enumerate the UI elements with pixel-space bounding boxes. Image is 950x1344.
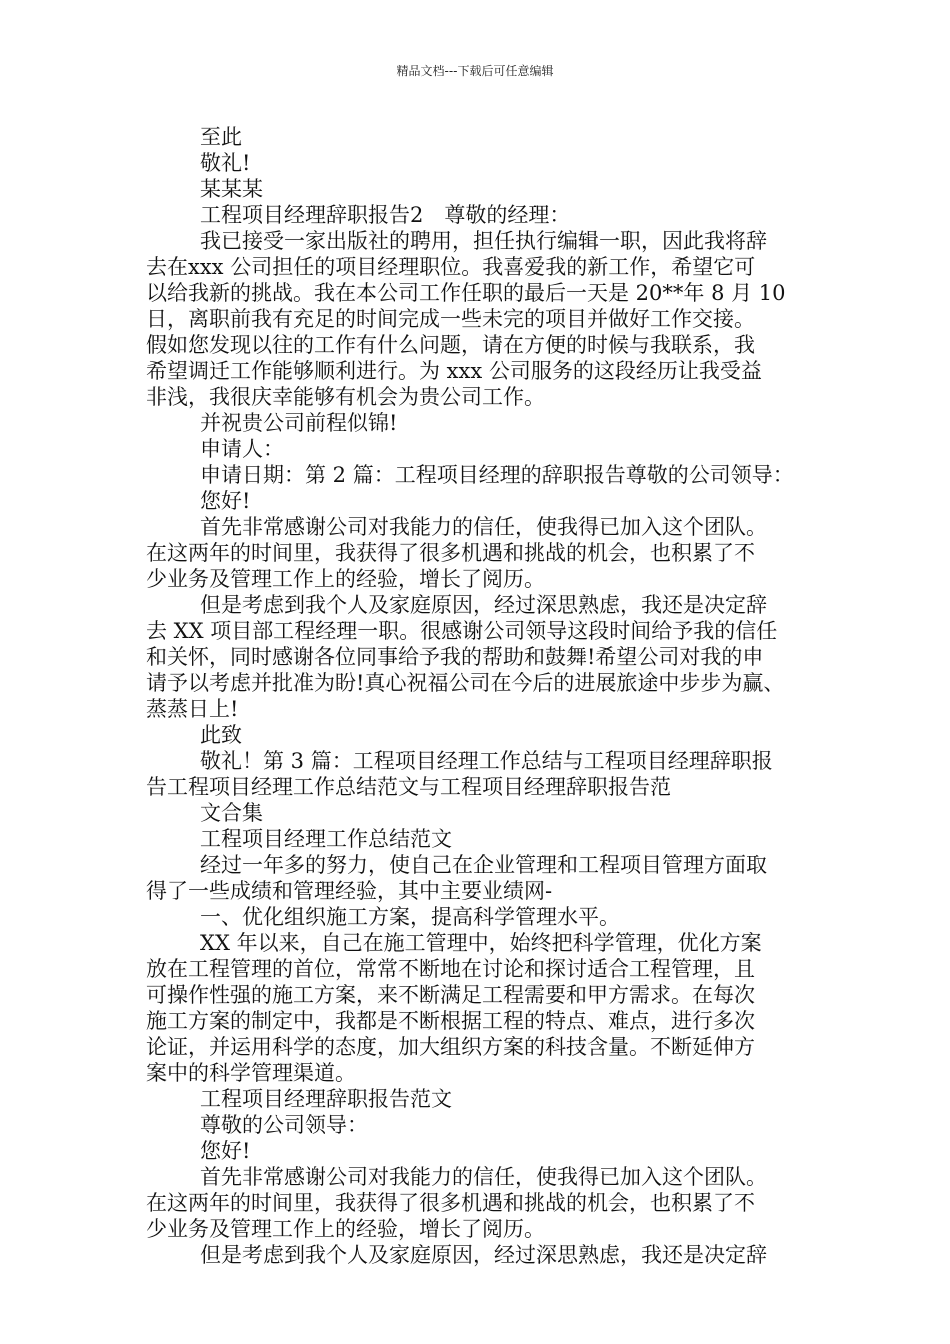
text-line: 希望调迁工作能够顺利进行。为 xxx 公司服务的这段经历让我受益 bbox=[146, 359, 762, 383]
text-line: 首先非常感谢公司对我能力的信任，使我得已加入这个团队。 bbox=[200, 1165, 767, 1189]
text-line: 文合集 bbox=[200, 801, 263, 825]
text-line: 您好! bbox=[200, 1139, 251, 1163]
text-line: 放在工程管理的首位，常常不断地在讨论和探讨适合工程管理，且 bbox=[146, 957, 755, 981]
text-line: 我已接受一家出版社的聘用，担任执行编辑一职，因此我将辞 bbox=[200, 229, 767, 253]
text-line: 申请日期：第 2 篇：工程项目经理的辞职报告尊敬的公司领导： bbox=[200, 463, 794, 487]
text-line: 案中的科学管理渠道。 bbox=[146, 1061, 356, 1085]
text-line: 某某某 bbox=[200, 177, 263, 201]
text-line: 工程项目经理辞职报告范文 bbox=[200, 1087, 452, 1111]
text-line: 您好! bbox=[200, 489, 251, 513]
text-line: 日，离职前我有充足的时间完成一些未完的项目并做好工作交接。 bbox=[146, 307, 755, 331]
text-line: 去 XX 项目部工程经理一职。很感谢公司领导这段时间给予我的信任 bbox=[146, 619, 778, 643]
text-line: 敬礼! bbox=[200, 151, 251, 175]
text-line: 少业务及管理工作上的经验，增长了阅历。 bbox=[146, 1217, 545, 1241]
text-line: 并祝贵公司前程似锦! bbox=[200, 411, 398, 435]
text-line: 蒸蒸日上! bbox=[146, 697, 239, 721]
text-line: 敬礼！第 3 篇：工程项目经理工作总结与工程项目经理辞职报 bbox=[200, 749, 773, 773]
text-line: 在这两年的时间里，我获得了很多机遇和挑战的机会，也积累了不 bbox=[146, 541, 755, 565]
text-line: 非浅，我很庆幸能够有机会为贵公司工作。 bbox=[146, 385, 545, 409]
text-line: 申请人： bbox=[200, 437, 284, 461]
text-line: 请予以考虑并批准为盼!真心祝福公司在今后的进展旅途中步步为赢、 bbox=[146, 671, 785, 695]
text-line: 可操作性强的施工方案，来不断满足工程需要和甲方需求。在每次 bbox=[146, 983, 755, 1007]
document-body bbox=[146, 124, 806, 1268]
text-line: 论证，并运用科学的态度，加大组织方案的科技含量。不断延伸方 bbox=[146, 1035, 755, 1059]
text-line: 工程项目经理工作总结范文 bbox=[200, 827, 452, 851]
text-line: 以给我新的挑战。我在本公司工作任职的最后一天是 20**年 8 月 10 bbox=[146, 281, 786, 305]
text-line: 工程项目经理辞职报告2 尊敬的经理： bbox=[200, 203, 571, 227]
text-line: 一、优化组织施工方案，提高科学管理水平。 bbox=[200, 905, 620, 929]
text-line: 在这两年的时间里，我获得了很多机遇和挑战的机会，也积累了不 bbox=[146, 1191, 755, 1215]
text-line: 去在xxx 公司担任的项目经理职位。我喜爱我的新工作，希望它可 bbox=[146, 255, 756, 279]
text-line: 但是考虑到我个人及家庭原因，经过深思熟虑，我还是决定辞 bbox=[200, 593, 767, 617]
text-line: 施工方案的制定中，我都是不断根据工程的特点、难点，进行多次 bbox=[146, 1009, 755, 1033]
text-line: 此致 bbox=[200, 723, 242, 747]
text-line: 至此 bbox=[200, 125, 242, 149]
text-line: XX 年以来，自己在施工管理中，始终把科学管理，优化方案 bbox=[200, 931, 762, 955]
page-header: 精品文档---下载后可任意编辑 bbox=[396, 64, 554, 78]
text-line: 和关怀，同时感谢各位同事给予我的帮助和鼓舞!希望公司对我的申 bbox=[146, 645, 764, 669]
text-line: 尊敬的公司领导： bbox=[200, 1113, 368, 1137]
text-line: 经过一年多的努力，使自己在企业管理和工程项目管理方面取 bbox=[200, 853, 767, 877]
text-line: 得了一些成绩和管理经验，其中主要业绩网- bbox=[146, 879, 553, 903]
text-line: 告工程项目经理工作总结范文与工程项目经理辞职报告范 bbox=[146, 775, 671, 799]
text-line: 少业务及管理工作上的经验，增长了阅历。 bbox=[146, 567, 545, 591]
text-line: 首先非常感谢公司对我能力的信任，使我得已加入这个团队。 bbox=[200, 515, 767, 539]
text-line: 假如您发现以往的工作有什么问题，请在方便的时候与我联系，我 bbox=[146, 333, 755, 357]
text-line: 但是考虑到我个人及家庭原因，经过深思熟虑，我还是决定辞 bbox=[200, 1243, 767, 1267]
